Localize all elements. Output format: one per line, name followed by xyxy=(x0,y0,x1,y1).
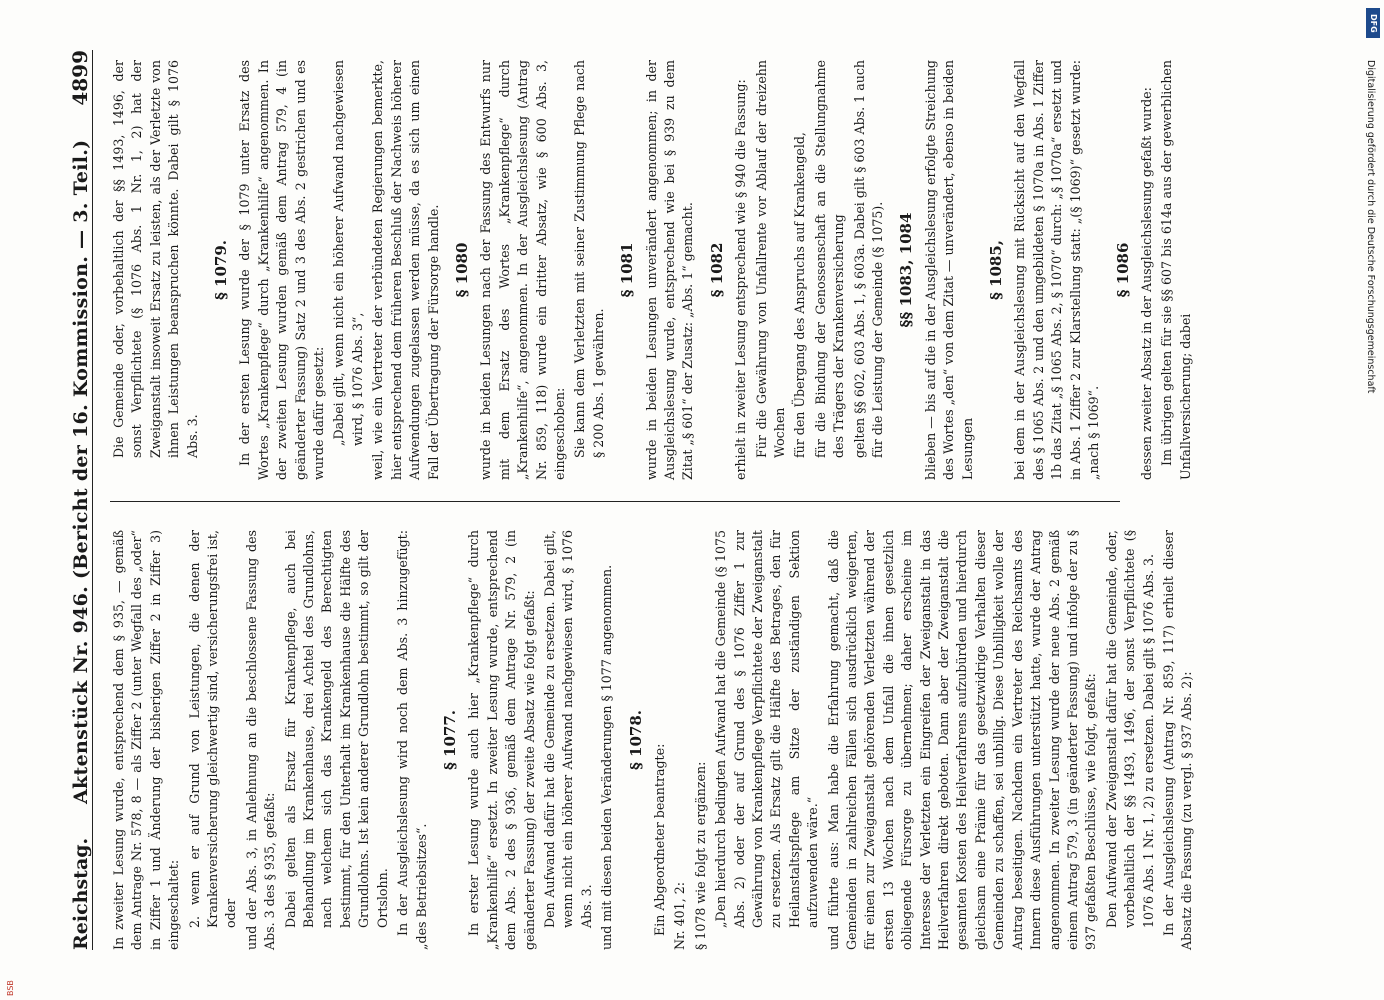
paragraph: Dabei gelten als Ersatz für Krankenpflege, auch bei Behandlung im Krankenhause, drei Achtel des Grundlohns, nach welchem sich das Krankengeld des Berechtigten bestimmt, für den Unterhalt im Krankenhause die Hälfte des Grundlohns. Ist kein anderer Grundlohn bestimmt, so gilt der Ortslohn. xyxy=(282,530,390,928)
page-number: 4899 xyxy=(68,50,92,106)
rotated-page-content xyxy=(50,50,1370,950)
section-heading: § 1077. xyxy=(440,709,459,771)
paragraph: In der ersten Lesung wurde der § 1079 unter Ersatz des Wortes „Krankenpflege“ durch „Krankenhilfe“ angenommen. In der zweiten Lesung wurden gemäß dem Antrag 579, 4 (in geänderter Fassung) Satz 2 und 3 des Abs. 2 gestrichen und es wurde dafür gesetzt: xyxy=(237,60,327,480)
paragraph: „Den hierdurch bedingten Aufwand hat die Gemeinde (§ 1075 Abs. 2) oder der auf Grund des § 1076 Ziffer 1 zur Gewährung von Krankenpflege Verpflichtete der Zweiganstalt zu ersetzen. Als Ersatz gilt die Hälfte des Betrages, den für Heilanstaltspflege am Sitze der zuständigen Sektion aufzuwenden wäre.“ xyxy=(713,530,821,928)
paragraph: Den Aufwand dafür hat die Gemeinde zu ersetzen. Dabei gilt, wenn nicht ein höherer Aufwand nachgewiesen wird, § 1076 Abs. 3. xyxy=(541,530,594,928)
digitization-note xyxy=(1362,60,1376,700)
section-heading: §§ 1083, 1084 xyxy=(897,212,916,328)
page-header xyxy=(50,50,93,950)
paragraph: Im übrigen gelten für sie §§ 607 bis 614a aus der gewerblichen Unfallversicherung; dabei xyxy=(1159,60,1193,480)
paragraph: In erster Lesung wurde auch hier „Krankenpflege“ durch „Krankenhilfe“ ersetzt. In zweiter Lesung wurde, entsprechend dem Abs. 2 des § 936, gemäß dem Antrage Nr. 579, 2 (in geänderter Fassung) der zweite Absatz wie folgt gefaßt: xyxy=(466,530,537,950)
paragraph: 2. wenn er auf Grund von Leistungen, die denen der Krankenversicherung gleichwertig sind, versicherungsfrei ist, oder xyxy=(186,530,239,928)
paragraph: Sie kann dem Verletzten mit seiner Zustimmung Pflege nach § 200 Abs. 1 gewähren. xyxy=(572,60,606,458)
right-column xyxy=(110,60,1197,480)
paragraph: Nr. 401, 2: xyxy=(672,882,688,950)
section-heading: § 1085, xyxy=(987,239,1006,301)
paragraph: gelten §§ 602, 603 Abs. 1, § 603a. Dabei gilt § 603 Abs. 1 auch für die Leistung der Gemeinde (§ 1075). xyxy=(851,60,886,458)
column-divider xyxy=(110,501,1120,502)
left-column xyxy=(110,530,1199,950)
paragraph: „Dabei gilt, wenn nicht ein höherer Aufwand nachgewiesen wird, § 1076 Abs. 3“, xyxy=(331,60,365,446)
section-heading: § 1086 xyxy=(1113,242,1132,298)
paragraph: und führte aus: Man habe die Erfahrung gemacht, daß die Gemeinden in zahlreichen Fällen sich ausdrücklich weigerten, für einen zur Zweiganstalt gehörenden Verletzten während der ersten 13 Wochen nach dem Unfall die ihnen gesetzlich obliegende Fürsorge zu übernehmen; daher erscheine im Interesse der Verletzten ein Eingreifen der Zweiganstalt in das Heilverfahren direkt geboten. Dann aber der Zweiganstalt die gesamten Kosten des Heilverfahrens aufzubürden und hierdurch gleichsam eine Prämie für das gesetzwidrige Verhalten dieser Gemeinden zu schaffen, sei unbillig. Diese Unbilligkeit wolle der Antrag beseitigen. Nachdem ein Vertreter des Reichsamts des Innern diese Ausführungen unterstützt hatte, wurde der Antrag angenommen. In zweiter Lesung wurde der neue Abs. 2 gemäß einem Antrag 579, 3 (in geänderter Fassung) und infolge der zu § 937 gefaßten Beschlüsse, wie folgt, gefaßt: xyxy=(825,530,1099,950)
section-heading: § 1079. xyxy=(212,239,231,301)
library-stamp: BSB xyxy=(6,980,15,996)
section-heading: § 1080 xyxy=(452,242,471,298)
header-left: Reichstag. xyxy=(70,837,92,950)
section-heading: § 1081 xyxy=(618,242,637,298)
paragraph: für den Übergang des Anspruchs auf Krankengeld, xyxy=(792,132,808,458)
paragraph: erhielt in zweiter Lesung entsprechend wie § 940 die Fassung: xyxy=(733,79,749,480)
section-heading: § 1082 xyxy=(707,242,726,298)
paragraph: In der Ausgleichslesung (Antrag Nr. 859, 117) erhielt dieser Absatz die Fassung (zu vergl. § 937 Abs. 2): xyxy=(1160,530,1195,950)
header-center: Aktenstück Nr. 946. (Bericht der 16. Kommission. — 3. Teil.) xyxy=(70,139,92,804)
paragraph: Ein Abgeordneter beantragte: xyxy=(651,743,667,936)
paragraph: § 1078 wie folgt zu ergänzen: xyxy=(692,761,708,950)
paragraph: wurde in beiden Lesungen nach der Fassung des Entwurfs nur mit dem Ersatz des Wortes „Krankenpflege“ durch „Krankenhilfe“, angenommen. In der Ausgleichslesung (Antrag Nr. 859, 118) wurde ein dritter Absatz, wie § 600 Abs. 3, eingeschoben: xyxy=(478,60,567,480)
digitization-note-text: Digitalisierung gefördert durch die Deutsche Forschungsgemeinschaft xyxy=(1365,60,1376,394)
paragraph: blieben — bis auf die in der Ausgleichslesung erfolgte Streichung des Wortes „den“ von dem Zitat — unverändert, ebenso in beiden Lesungen xyxy=(922,60,975,480)
paragraph: Für die Gewährung von Unfallrente vor Ablauf der dreizehn Wochen xyxy=(753,60,787,458)
paragraph: und der Abs. 3, in Anlehnung an die beschlossene Fassung des Abs. 3 des § 935, gefaßt: xyxy=(243,530,278,950)
paragraph: weil, wie ein Vertreter der verbündeten Regierungen bemerkte, hier entsprechend dem früheren Beschluß der Nachweis höherer Aufwendungen zugelassen werden müsse, da es sich um einen Fall der Übertragung der Fürsorge handle. xyxy=(370,60,441,480)
paragraph: In der Ausgleichslesung wird noch dem Abs. 3 hinzugefügt: „des Betriebsitzes“. xyxy=(395,530,429,950)
paragraph: wurde in beiden Lesungen unverändert angenommen; in der Ausgleichslesung wurde, entsprechend wie bei § 939 zu dem Zitat „§ 601“ der Zusatz: „Abs. 1“ gemacht. xyxy=(643,60,696,480)
paragraph: für die Bindung der Genossenschaft an die Stellungnahme des Trägers der Krankenversicherung xyxy=(812,60,847,458)
section-heading: § 1078. xyxy=(626,709,645,771)
paragraph: Die Gemeinde oder, vorbehaltlich der §§ 1493, 1496, der sonst Verpflichtete (§ 1076 Abs. 1 Nr. 1, 2) hat der Zweiganstalt insoweit Ersatz zu leisten, als der Verletzte von ihnen Leistungen beanspruchen könnte. Dabei gilt § 1076 Abs. 3. xyxy=(111,60,200,458)
paragraph: In zweiter Lesung wurde, entsprechend dem § 935, — gemäß dem Antrage Nr. 578, 8 — als Ziffer 2 (unter Wegfall des „oder“ in Ziffer 1 und Änderung der bisherigen Ziffer 2 in Ziffer 3) eingeschaltet: xyxy=(111,530,182,950)
paragraph: dessen zweiter Absatz in der Ausgleichslesung gefaßt wurde: xyxy=(1138,87,1154,480)
paragraph: Den Aufwand der Zweiganstalt dafür hat die Gemeinde, oder, vorbehaltlich der §§ 1493, 1496, der sonst Verpflichtete (§ 1076 Abs. 1 Nr. 1, 2) zu ersetzen. Dabei gilt § 1076 Abs. 3. xyxy=(1103,530,1156,928)
paragraph: und mit diesen beiden Veränderungen § 1077 angenommen. xyxy=(599,564,615,950)
dfg-logo: DFG xyxy=(1366,8,1380,38)
paragraph: bei dem in der Ausgleichslesung mit Rücksicht auf den Wegfall des § 1065 Abs. 2 und den umgebildeten § 1070a in Abs. 1 Ziffer 1b das Zitat „§ 1065 Abs. 2, § 1070“ durch: „§ 1070a“ ersetzt und in Abs. 1 Ziffer 2 zur Klarstellung statt: „(§ 1069)“ gesetzt wurde: „nach § 1069“. xyxy=(1012,60,1102,480)
